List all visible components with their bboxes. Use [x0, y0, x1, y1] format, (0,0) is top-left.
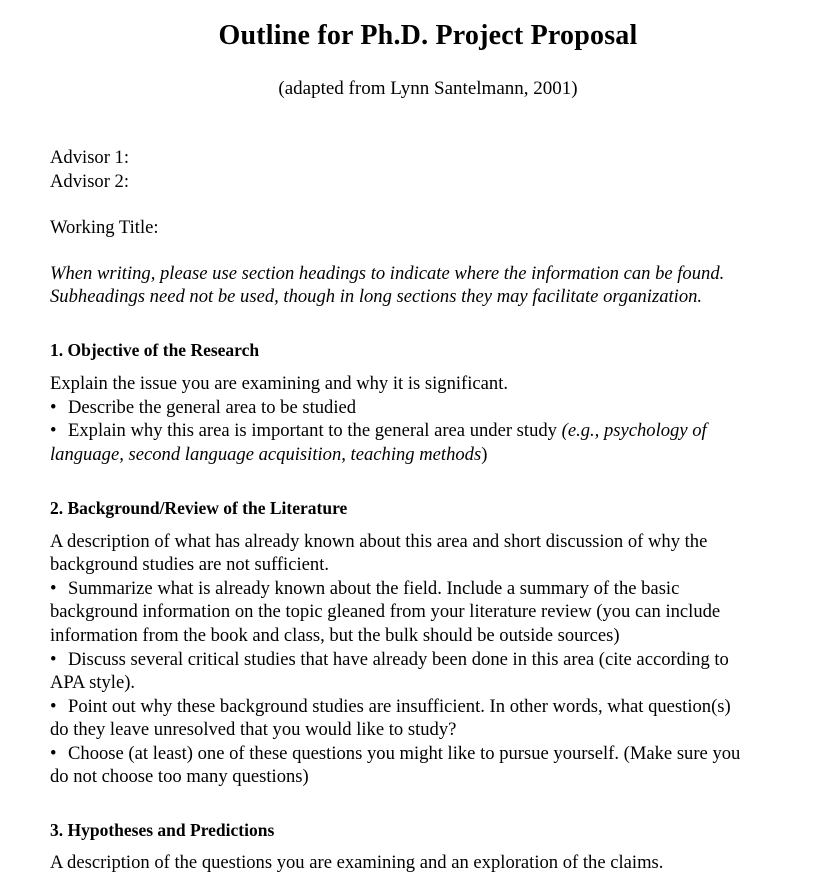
bullet-icon: • — [50, 578, 57, 599]
section-2-bullet-3-line-2: do they leave unresolved that you would like to study? — [50, 719, 457, 740]
bullet-text-end: ) — [481, 444, 488, 465]
section-2-bullet-2 — [50, 648, 729, 672]
section-1-intro: Explain the issue you are examining and why it is significant. — [50, 373, 509, 394]
section-2-bullet-4-line-2: do not choose too many questions) — [50, 766, 309, 787]
bullet-text: Choose (at least) one of these questions you might like to pursue yourself. (Make sure you — [68, 743, 741, 764]
section-2-bullet-4 — [50, 742, 740, 766]
bullet-text-italic: (e.g., psychology of — [561, 420, 707, 441]
bullet-text-italic: language, second language acquisition, teaching methods — [50, 444, 482, 465]
section-1-bullet-1 — [50, 396, 356, 420]
advisor-1-label: Advisor 1: — [50, 147, 130, 168]
section-2-bullet-1-line-3: information from the book and class, but the bulk should be outside sources) — [50, 625, 620, 646]
section-2-intro-line-1: A description of what has already known about this area and short discussion of why the — [50, 531, 708, 552]
bullet-text: Explain why this area is important to the general area under study — [68, 420, 562, 441]
advisor-2-label: Advisor 2: — [50, 171, 130, 192]
section-1-heading: 1. Objective of the Research — [50, 340, 260, 360]
section-2-intro-line-2: background studies are not sufficient. — [50, 554, 330, 575]
bullet-text: Summarize what is already known about the field. Include a summary of the basic — [68, 578, 680, 599]
section-1-bullet-2-continued — [50, 443, 487, 467]
section-2-bullet-2-line-2: APA style). — [50, 672, 136, 693]
bullet-icon: • — [50, 397, 57, 418]
section-3-intro: A description of the questions you are examining and an exploration of the claims. — [50, 852, 664, 873]
section-2-bullet-1 — [50, 577, 679, 601]
bullet-icon: • — [50, 420, 57, 441]
document-title: Outline for Ph.D. Project Proposal — [218, 20, 638, 51]
bullet-icon: • — [50, 649, 57, 670]
document-subtitle: (adapted from Lynn Santelmann, 2001) — [278, 78, 578, 99]
bullet-icon: • — [50, 696, 57, 717]
instruction-line-1: When writing, please use section headings to indicate where the information can be found. — [50, 263, 725, 284]
bullet-icon: • — [50, 743, 57, 764]
section-2-bullet-1-line-2: background information on the topic gleaned from your literature review (you can include — [50, 601, 721, 622]
working-title-label: Working Title: — [50, 217, 159, 238]
section-2-heading: 2. Background/Review of the Literature — [50, 498, 348, 518]
section-2-bullet-3 — [50, 695, 731, 719]
bullet-text: Point out why these background studies are insufficient. In other words, what question(s) — [68, 696, 731, 717]
section-1-bullet-2 — [50, 419, 707, 443]
bullet-text: Discuss several critical studies that have already been done in this area (cite according to — [68, 649, 729, 670]
section-3-heading: 3. Hypotheses and Predictions — [50, 820, 275, 840]
instruction-line-2: Subheadings need not be used, though in long sections they may facilitate organization. — [50, 286, 703, 307]
bullet-text: Describe the general area to be studied — [68, 397, 357, 418]
